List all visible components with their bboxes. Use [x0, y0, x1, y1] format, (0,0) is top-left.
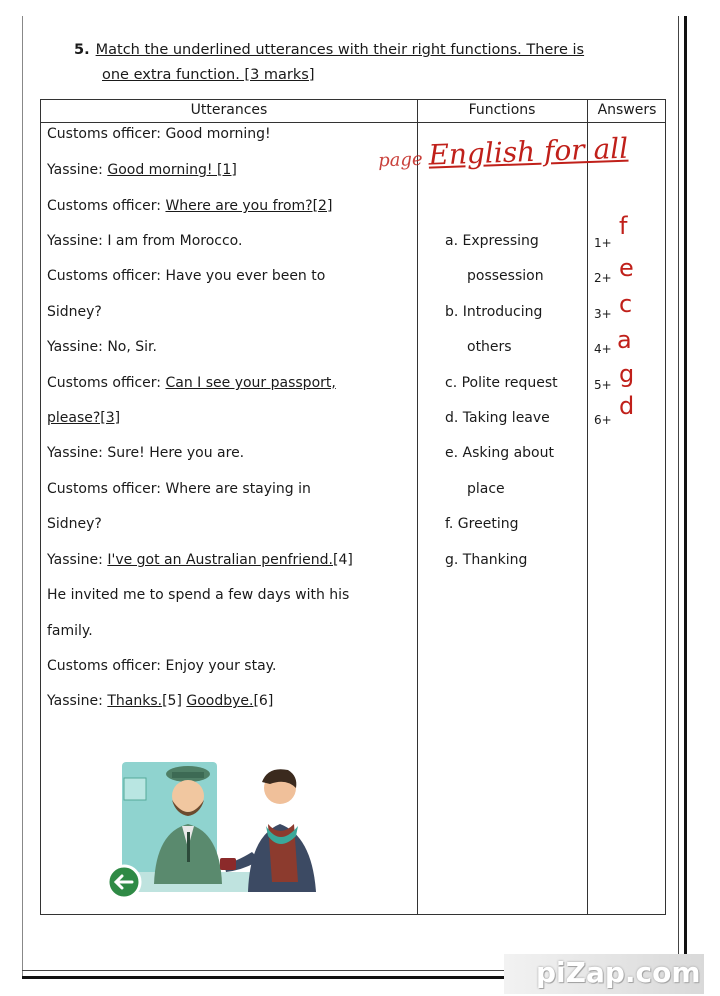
watermark-text: page English for all — [377, 131, 629, 172]
header-answers: Answers — [597, 102, 657, 118]
utterance-line: Yassine: Good morning! [1] — [47, 162, 237, 178]
utterance-line: please?[3] — [47, 410, 121, 426]
pizap-logo-text: piZap.com — [536, 956, 701, 989]
pizap-watermark — [504, 954, 704, 994]
function-item: f. Greeting — [445, 516, 519, 532]
utterance-line: Yassine: Thanks.[5] Goodbye.[6] — [47, 693, 274, 709]
answer-label: 4+ — [594, 342, 612, 356]
utterance-line: Sidney? — [47, 304, 102, 320]
utterance-line: Customs officer: Where are you from?[2] — [47, 198, 333, 214]
question-number: 5. — [74, 42, 90, 58]
utterance-line: Customs officer: Where are staying in — [47, 481, 311, 497]
answer-letter: d — [619, 392, 635, 420]
function-item: e. Asking about — [445, 445, 554, 461]
utterance-line: He invited me to spend a few days with his — [47, 587, 350, 603]
column-divider — [587, 100, 588, 914]
column-divider — [417, 100, 418, 914]
answer-label: 6+ — [594, 413, 612, 427]
utterance-line: Customs officer: Have you ever been to — [47, 268, 326, 284]
answer-label: 3+ — [594, 307, 612, 321]
question-text-line1: Match the underlined utterances with their right functions. There is — [95, 42, 585, 58]
utterance-line: family. — [47, 623, 93, 639]
passport — [220, 858, 236, 870]
function-item: d. Taking leave — [445, 410, 550, 426]
answer-label: 5+ — [594, 378, 612, 392]
utterance-line: Yassine: I am from Morocco. — [47, 233, 243, 249]
header-functions: Functions — [468, 102, 536, 118]
answer-letter: c — [619, 290, 633, 318]
answer-letter: f — [619, 212, 628, 240]
answer-letter: g — [619, 360, 635, 388]
question-title — [74, 38, 664, 88]
answer-letter: e — [619, 254, 634, 282]
function-item: c. Polite request — [445, 375, 558, 391]
function-item: a. Expressing — [445, 233, 539, 249]
answer-label: 2+ — [594, 271, 612, 285]
customs-illustration — [102, 752, 362, 902]
function-item: others — [467, 339, 512, 355]
utterance-line: Yassine: Sure! Here you are. — [47, 445, 245, 461]
function-item: b. Introducing — [445, 304, 543, 320]
utterance-line: Yassine: I've got an Australian penfriend.[4] — [47, 552, 353, 568]
utterance-line: Customs officer: Can I see your passport, — [47, 375, 336, 391]
function-item: place — [467, 481, 505, 497]
header-utterances: Utterances — [190, 102, 268, 118]
question-text-line2: one extra function. [3 marks] — [102, 67, 315, 83]
utterance-line: Sidney? — [47, 516, 102, 532]
answer-label: 1+ — [594, 236, 612, 250]
header-divider — [41, 122, 665, 123]
utterance-line: Yassine: No, Sir. — [47, 339, 157, 355]
utterance-line: Customs officer: Enjoy your stay. — [47, 658, 277, 674]
utterance-line: Customs officer: Good morning! — [47, 126, 271, 142]
function-item: possession — [467, 268, 544, 284]
function-item: g. Thanking — [445, 552, 528, 568]
answer-letter: a — [617, 326, 632, 354]
booth-sign — [124, 778, 146, 800]
